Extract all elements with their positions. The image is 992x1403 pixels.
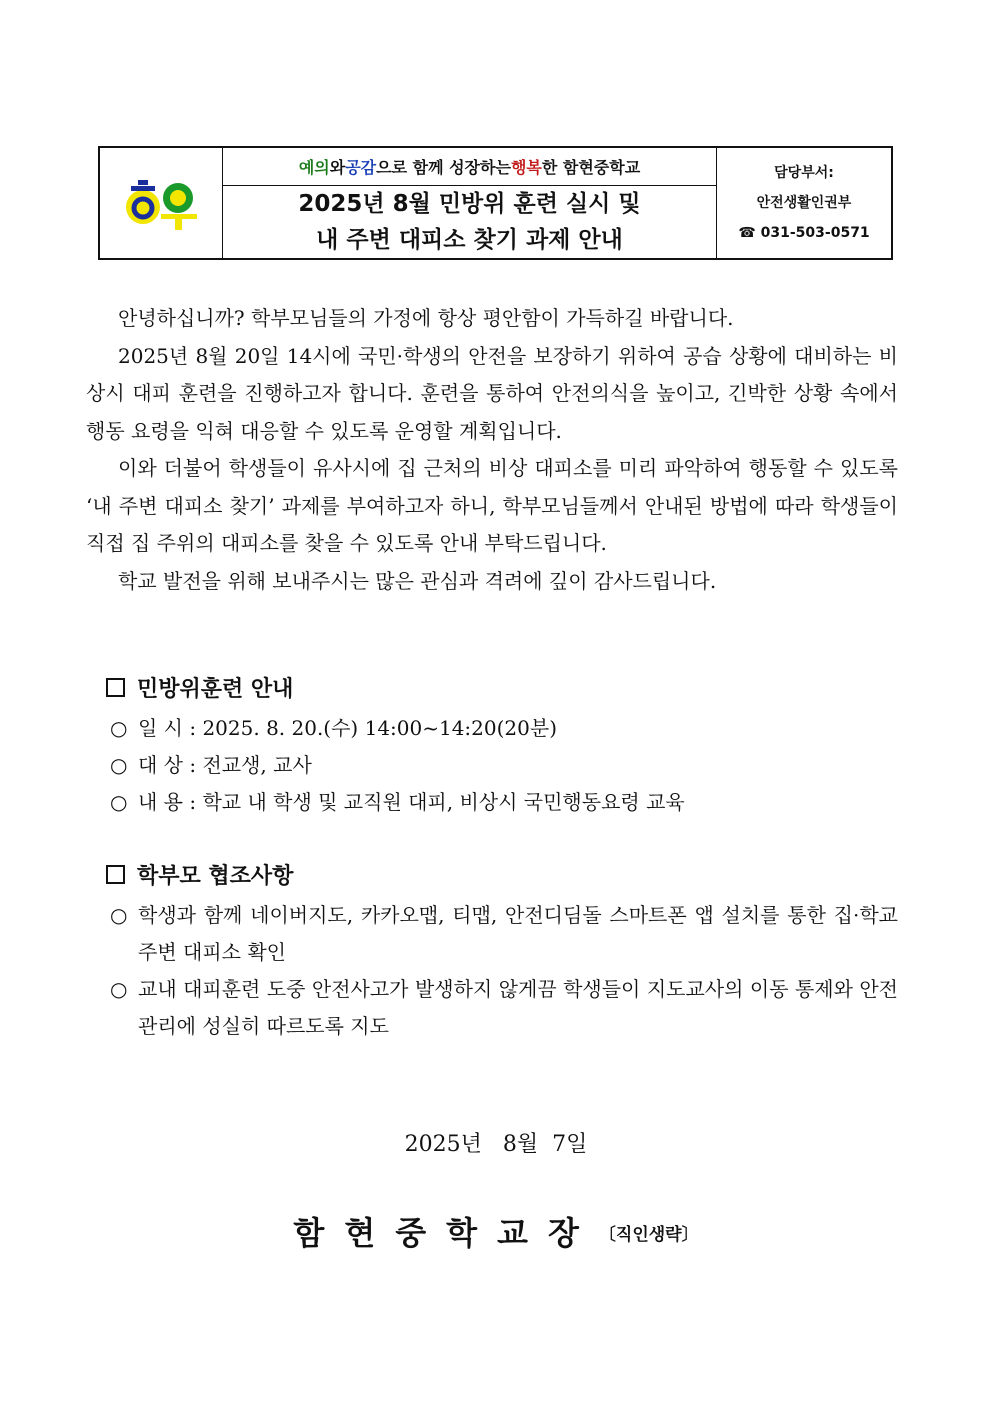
date-text: 2025년 8월 7일 [404,1132,588,1157]
section-title [86,857,898,897]
checkbox-square-icon [106,678,125,697]
bullet-circle-icon: ○ [110,716,128,740]
motto-text: 와 [329,158,346,177]
list-item [86,710,898,747]
section-title [86,670,898,710]
title-line-1: 2025년 8월 민방위 훈련 실시 및 [298,191,641,217]
bullet-circle-icon: ○ [110,977,128,1001]
school-logo-icon [121,174,201,232]
list-item-text: 교내 대피훈련 도중 안전사고가 발생하지 않게끔 학생들이 지도교사의 이동 통제와 안전관리에 성실히 따르도록 지도 [138,977,898,1038]
motto-word-happiness: 행복 [510,158,542,177]
motto-text: 한 함현중학교 [541,158,641,177]
section-title-text: 학부모 협조사항 [137,864,294,889]
department-info [717,148,891,258]
signature [0,1208,992,1254]
motto-word-courtesy: 예의 [298,158,330,177]
list-item-text: 일 시 : 2025. 8. 20.(수) 14:00~14:20(20분) [138,716,557,740]
letter-body [86,300,898,600]
bullet-circle-icon: ○ [110,790,128,814]
document-date [0,1127,992,1158]
section-drill-info [86,670,898,821]
bullet-circle-icon: ○ [110,753,128,777]
paragraph-thanks: 학교 발전을 위해 보내주시는 많은 관심과 격려에 깊이 감사드립니다. [118,568,717,593]
phone-icon: ☎ [738,225,756,241]
paragraph-greeting: 안녕하십니까? 학부모님들의 가정에 항상 평안함이 가득하길 바랍니다. [118,306,734,330]
document-title [223,186,716,258]
list-item [86,971,898,1045]
list-item-text: 학생과 함께 네이버지도, 카카오맵, 티맵, 안전디딤돌 스마트폰 앱 설치를 통한 집·학교 주변 대피소 확인 [138,903,898,964]
list-item-text: 대 상 : 전교생, 교사 [138,753,312,777]
header-table [98,146,893,260]
list-item [86,897,898,971]
paragraph-drill-notice: 2025년 8월 20일 14시에 국민·학생의 안전을 보장하기 위하여 공습 상황에 대비하는 비상시 대피 훈련을 진행하고자 합니다. 훈련을 통하여 안전의식을 높이고, 긴박한 상황 속에서 행동 요령을 익혀 대응할 수 있도록 운영할 계획입니다. [86,343,898,443]
section-parent-cooperation [86,857,898,1045]
seal-omitted: 〔직인생략〕 [598,1225,699,1245]
phone-number: 031-503-0571 [760,225,870,241]
school-logo [100,148,223,258]
list-item-text: 내 용 : 학교 내 학생 및 교직원 대피, 비상시 국민행동요령 교육 [138,790,685,814]
bullet-circle-icon: ○ [110,903,128,927]
department-label: 담당부서: [774,165,834,181]
phone-line [738,218,869,248]
list-item [86,784,898,821]
principal-title: 함현중학교장 [293,1214,599,1252]
title-line-2: 내 주변 대피소 찾기 과제 안내 [316,227,623,253]
department-name: 안전생활인권부 [756,195,852,211]
motto-text: 으로 함께 성장하는 [376,158,511,177]
checkbox-square-icon [106,865,125,884]
paragraph-shelter-task: 이와 더불어 학생들이 유사시에 집 근처의 비상 대피소를 미리 파악하여 행동할 수 있도록 ‘내 주변 대피소 찾기’ 과제를 부여하고자 하니, 학부모님들께서 안내된 방법에 따라 학생들이 직접 집 주위의 대피소를 찾을 수 있도록 안내 부탁드립니다. [86,456,898,555]
list-item [86,747,898,784]
school-motto [223,148,716,186]
section-title-text: 민방위훈련 안내 [137,677,294,702]
motto-word-empathy: 공감 [345,158,377,177]
